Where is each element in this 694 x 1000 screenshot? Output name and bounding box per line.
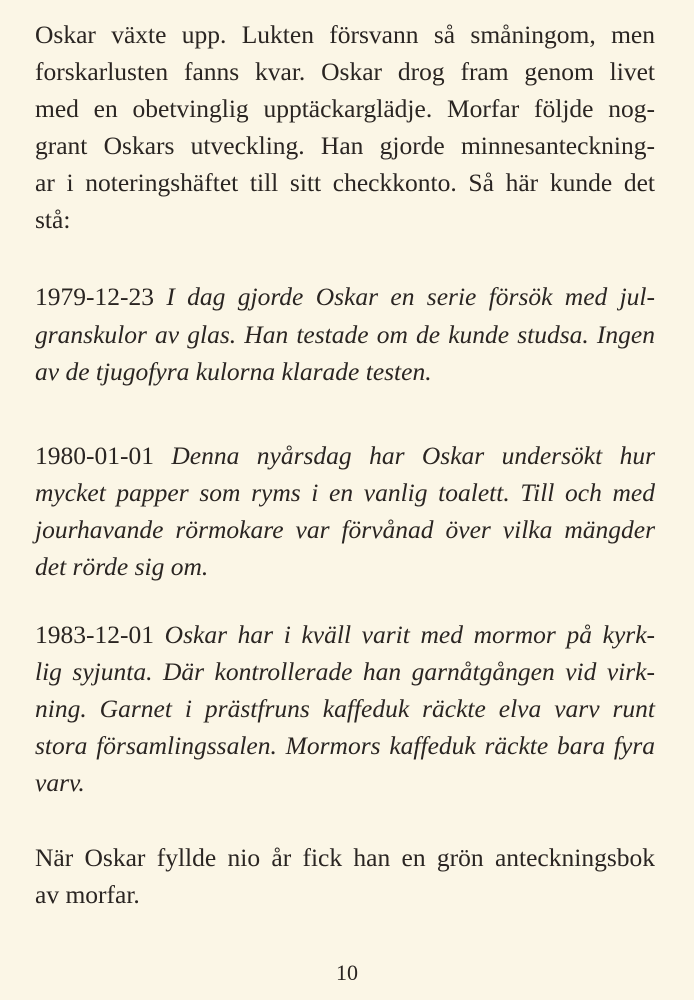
entry-text: I dag gjorde Oskar en serie försök med jul- — [166, 282, 656, 311]
text-line: med en obetvinglig upptäckarglädje. Morfar följde nog- — [35, 94, 655, 123]
entry-first-line — [35, 620, 655, 650]
entry-date: 1979-12-23 — [35, 282, 154, 311]
page-number: 10 — [336, 960, 358, 985]
entry-date: 1983-12-01 — [35, 620, 154, 649]
entry-text: Denna nyårsdag har Oskar undersökt hur — [171, 441, 656, 470]
text-line: stå: — [35, 205, 71, 234]
entry-text: ning. Garnet i prästfruns kaffeduk räckte elva varv runt — [35, 694, 655, 723]
text-line: forskarlusten fanns kvar. Oskar drog fram genom livet — [35, 57, 655, 86]
entry-text: mycket papper som ryms i en vanlig toalett. Till och med — [35, 478, 655, 507]
text-line: När Oskar fyllde nio år fick han en grön anteckningsbok — [35, 843, 655, 872]
entry-text: Oskar har i kväll varit med mormor på kyrk- — [164, 620, 656, 649]
entry-text: varv. — [35, 768, 85, 797]
text-line: grant Oskars utveckling. Han gjorde minnesanteckning- — [35, 131, 655, 160]
entry-first-line — [35, 441, 655, 471]
text-line: av morfar. — [35, 880, 140, 909]
text-line: Oskar växte upp. Lukten försvann så småningom, men — [35, 20, 655, 49]
entry-first-line — [35, 282, 655, 312]
entry-text: jourhavande rörmokare var förvånad över vilka mängder — [35, 515, 655, 544]
entry-date: 1980-01-01 — [35, 441, 154, 470]
entry-text: av de tjugofyra kulorna klarade testen. — [35, 357, 432, 386]
text-line: ar i noteringshäftet till sitt checkkonto. Så här kunde det — [35, 168, 655, 197]
entry-text: det rörde sig om. — [35, 552, 209, 581]
entry-text: granskulor av glas. Han testade om de kunde studsa. Ingen — [35, 320, 655, 349]
entry-text: lig syjunta. Där kontrollerade han garnåtgången vid virk- — [35, 657, 655, 686]
entry-text: stora församlingssalen. Mormors kaffeduk räckte bara fyra — [35, 731, 655, 760]
